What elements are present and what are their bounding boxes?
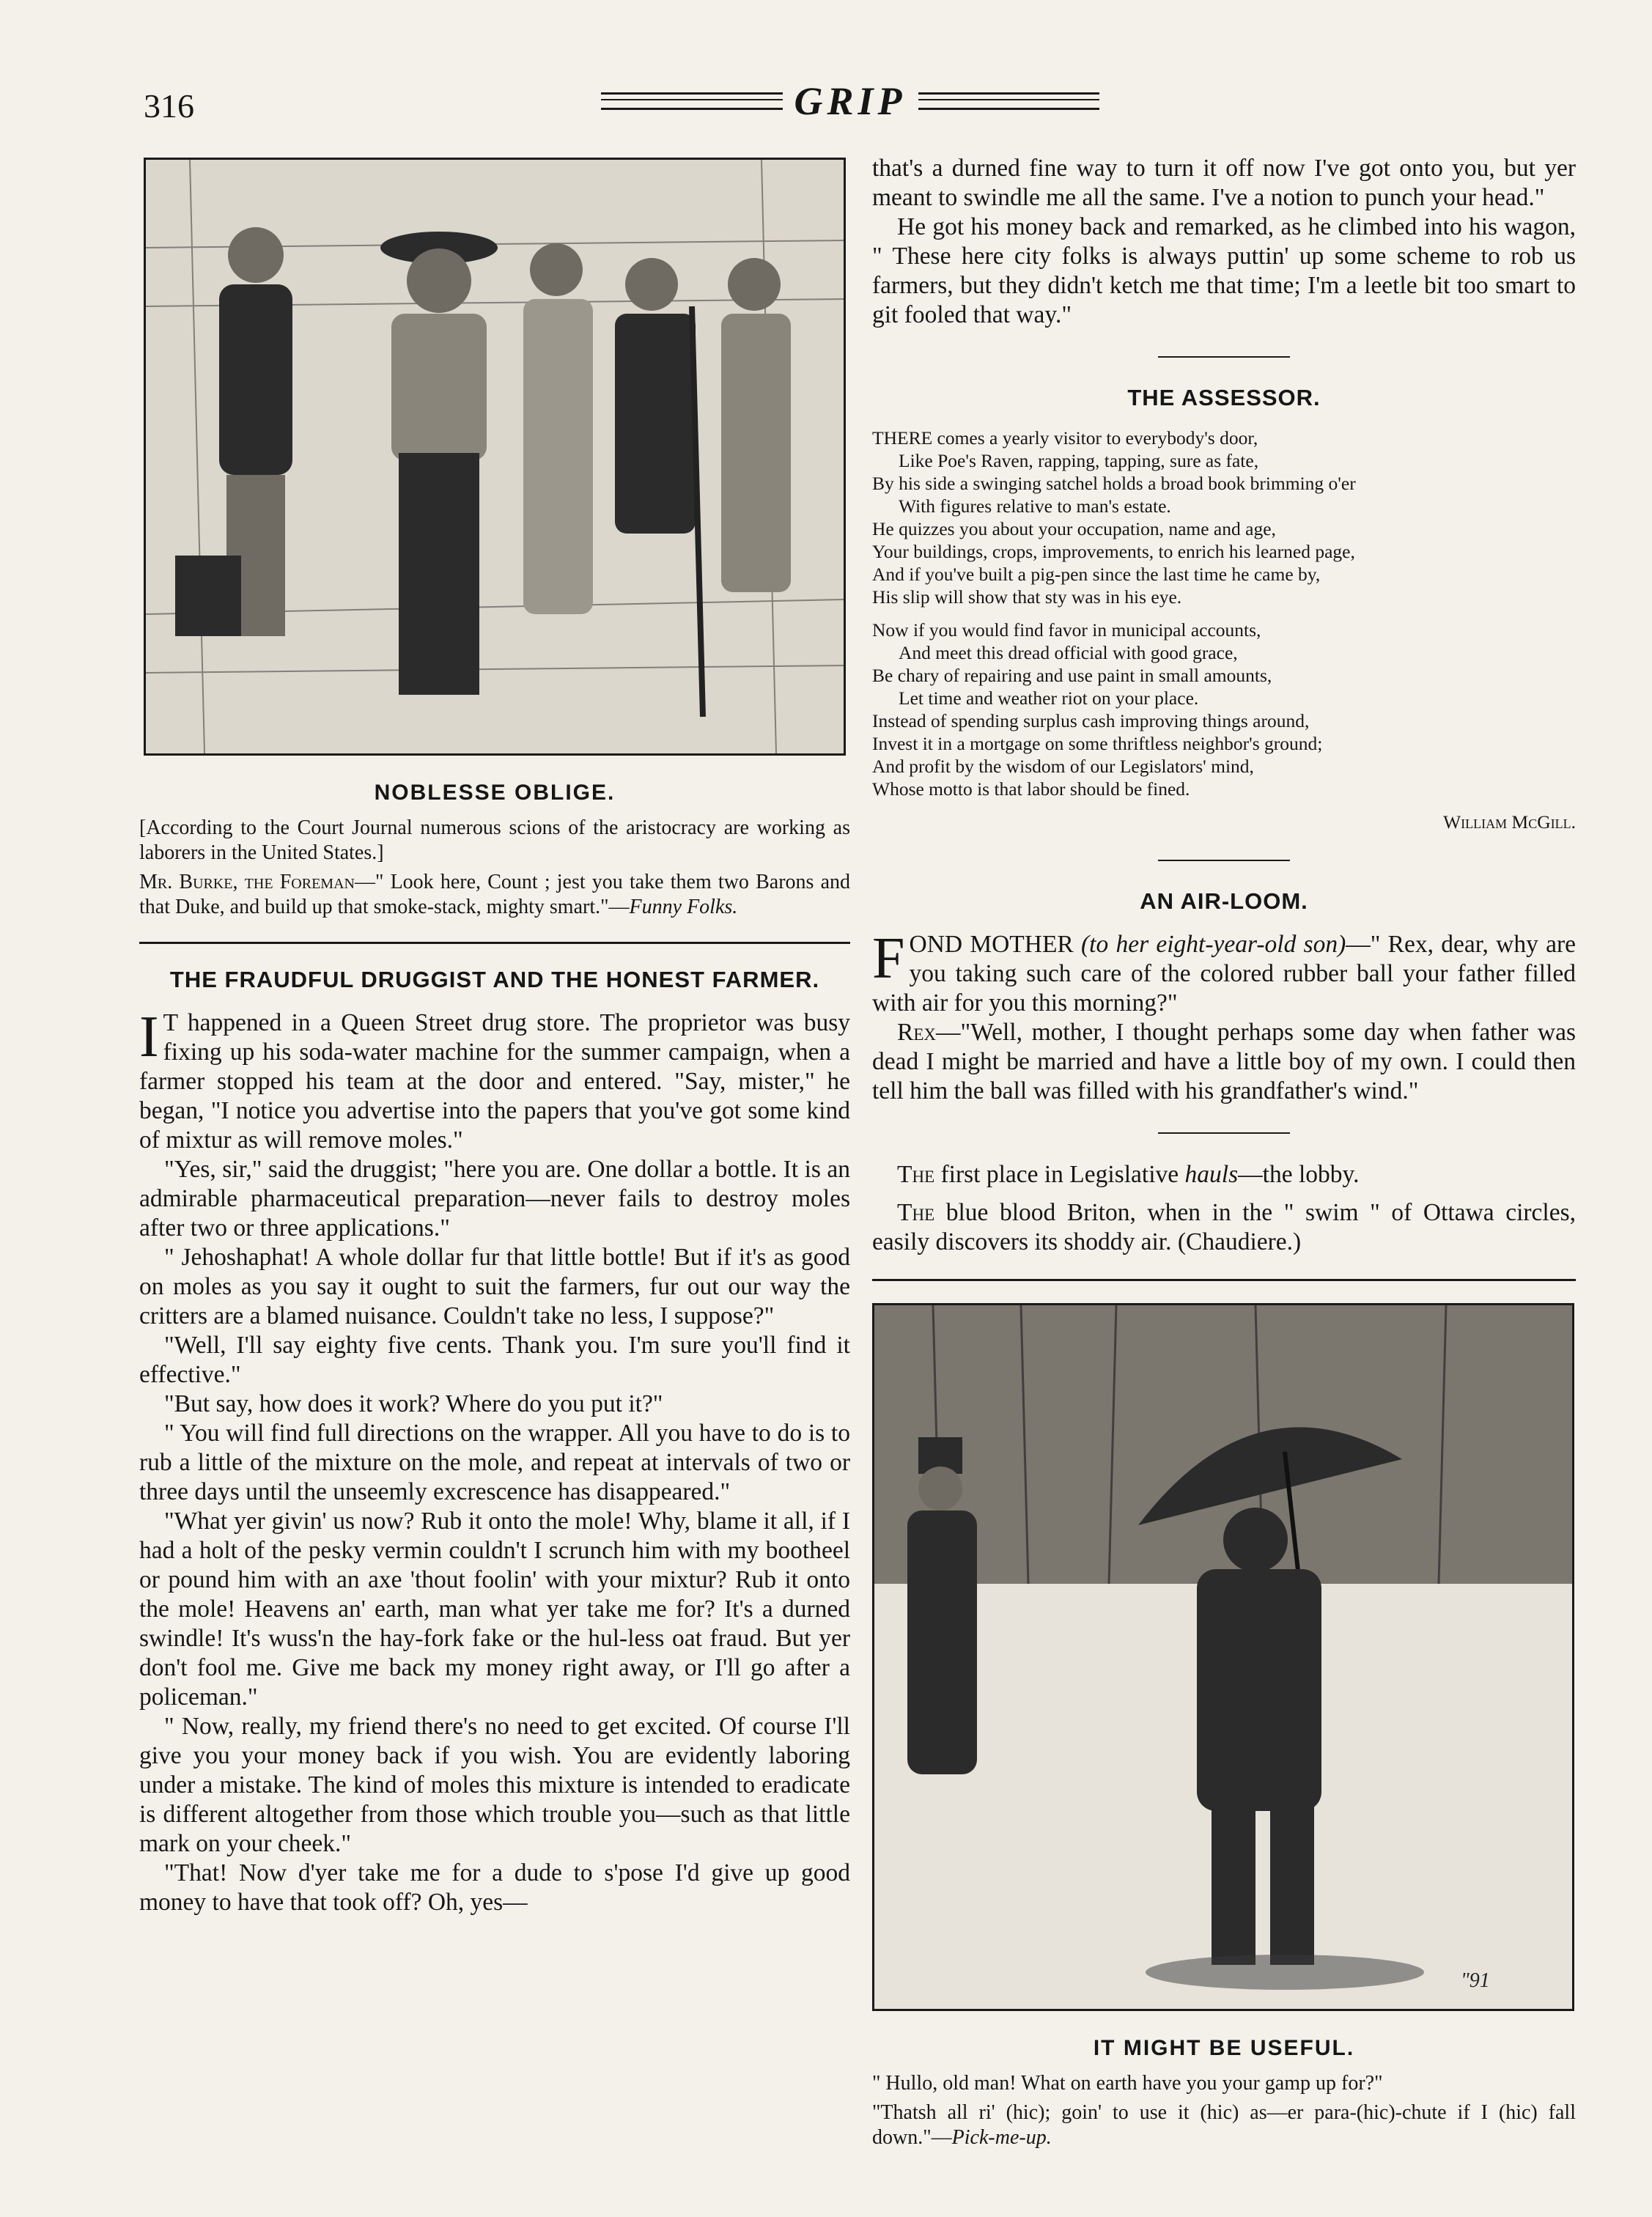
poem-line: Invest it in a mortgage on some thriftless neighbor's ground; (872, 733, 1323, 754)
druggist-paragraph: "But say, how does it work? Where do you put it?" (164, 1390, 663, 1417)
useful-title: IT MIGHT BE USEFUL. (1093, 2036, 1355, 2060)
page-number: 316 (144, 87, 194, 125)
airloom-lead: OND MOTHER (909, 931, 1074, 958)
left-column (139, 158, 850, 1917)
airloom-p2: —"Well, mother, I thought perhaps some day when father was dead I might be married and have a little boy of my own. I could then tell him the ball was filled with his grandfather's wind." (872, 1019, 1576, 1104)
druggist-paragraph: "That! Now d'yer take me for a dude to s'pose I'd give up good money to have that took off? Oh, yes— (139, 1859, 850, 1916)
poem-line: Your buildings, crops, improvements, to enrich his learned page, (872, 541, 1355, 562)
assessor-poem (872, 427, 1576, 833)
poem-line: And if you've built a pig-pen since the last time he came by, (872, 564, 1321, 585)
noblesse-dialogue (139, 870, 850, 920)
noblesse-illustration (144, 158, 846, 756)
useful-question: " Hullo, old man! What on earth have you your gamp up for?" (872, 2072, 1383, 2095)
noblesse-title: NOBLESSE OBLIGE. (374, 781, 616, 805)
short-paragraphs (872, 1160, 1576, 1257)
lobby-text-end: —the lobby. (1238, 1161, 1360, 1188)
noblesse-credit: Funny Folks. (629, 896, 738, 918)
poem-line: His slip will show that sty was in his eye. (872, 586, 1182, 608)
poem-line: And meet this dread official with good grace, (899, 642, 1238, 663)
druggist-paragraph: " Now, really, my friend there's no need to get excited. Of course I'll give you your money back if you wish. You are evidently laboring under a mistake. The kind of moles this mixture is intended to eradicate is different altogether from those which trouble you—such as that little mark on your cheek." (139, 1713, 850, 1857)
poem-line: Instead of spending surplus cash improving things around, (872, 710, 1310, 731)
useful-reply (872, 2100, 1576, 2150)
druggist-title: THE FRAUDFUL DRUGGIST AND THE HONEST FARMER. (169, 967, 820, 992)
airloom-paragraph (872, 926, 1577, 1018)
poem-author: William McGill. (1443, 811, 1576, 833)
right-column (872, 154, 1576, 2150)
druggist-paragraph: " You will find full directions on the wrapper. All you have to do is to rub a little of the mixture on the mole, and repeat at intervals of two or three days until the unseemly excrescence has disappeared." (139, 1420, 850, 1505)
poem-stanza (872, 427, 1576, 608)
lobby-paragraph (872, 1160, 1576, 1189)
poem-line: THERE comes a yearly visitor to everybody's door, (872, 427, 1258, 449)
assessor-title: THE ASSESSOR. (1127, 385, 1321, 410)
useful-illustration (872, 1303, 1574, 2011)
noblesse-quote: —" Look here, Count ; jest you take them two Barons and that Duke, and build up that smoke-stack, mighty smart."— (139, 871, 851, 918)
masthead-title: GRIP (794, 79, 907, 123)
lobby-text: first place in Legislative (934, 1161, 1185, 1188)
section-divider (139, 942, 850, 944)
airloom-paragraph (872, 1018, 1576, 1106)
airloom-rex: Rex (897, 1019, 937, 1046)
poem-line: Now if you would find favor in municipal accounts, (872, 619, 1261, 641)
noblesse-speaker: Mr. Burke, the Foreman (139, 871, 355, 893)
lobby-emphasis: hauls (1184, 1161, 1239, 1188)
short-divider (1158, 860, 1290, 861)
briton-text: blue blood Briton, when in the " swim " of Ottawa circles, easily discovers its shoddy air. (Chaudiere.) (872, 1199, 1576, 1255)
airloom-p1: —" Rex, dear, why are you taking such care of the colored rubber ball your father filled with air for you this morning?" (872, 931, 1577, 1017)
useful-credit: Pick-me-up. (951, 2126, 1052, 2149)
masthead (601, 79, 1099, 123)
druggist-paragraph (139, 1005, 850, 1155)
noblesse-note: [According to the Court Journal numerous scions of the aristocracy are working as laborers in the United States.] (139, 816, 850, 864)
poem-line: With figures relative to man's estate. (899, 495, 1171, 517)
druggist-paragraph: "What yer givin' us now? Rub it onto the mole! Why, blame it all, if I had a holt of the pesky vermin couldn't I scrunch him with my bootheel or pound him with an axe 'thout foolin' with your mixtur? Rub it onto the mole! Heavens an' earth, man what yer take me for? It's a durned swindle! It's wuss'n the hay-fork fake or the hul-less oat fraud. But yer don't fool me. Give me back my money right away, or I'll go after a policeman." (139, 1508, 850, 1711)
poem-line: He quizzes you about your occupation, name and age, (872, 518, 1276, 539)
drop-cap: I (139, 1005, 159, 1069)
briton-paragraph (872, 1198, 1576, 1257)
drop-cap: F (872, 926, 905, 991)
druggist-p1: T happened in a Queen Street drug store. The proprietor was busy fixing up his soda-water machine for the summer campaign, when a farmer stopped his team at the door and entered. "Say, mister," he began, "I notice you advertise into the papers that you've got some kind of mixtur as will remove moles." (139, 1009, 850, 1154)
poem-line: Whose motto is that labor should be fined. (872, 778, 1190, 800)
lobby-lead: The (897, 1161, 935, 1188)
short-divider (1158, 1132, 1290, 1134)
short-divider (1158, 356, 1290, 358)
artist-signature: "91 (1461, 1969, 1490, 1992)
airloom-article (872, 926, 1577, 1106)
druggist-paragraph: "Yes, sir," said the druggist; "here you are. One dollar a bottle. It is an admirable pharmaceutical preparation—never fails to destroy moles after two or three applications." (139, 1156, 850, 1242)
druggist-article (139, 1005, 850, 1917)
airloom-title: AN AIR-LOOM. (1140, 888, 1308, 914)
poem-line: And profit by the wisdom of our Legislators' mind, (872, 756, 1254, 777)
druggist-paragraph: He got his money back and remarked, as he climbed into his wagon, " These here city folks is always puttin' up some scheme to rob us farmers, but they didn't ketch me that time; I'm a leetle bit too smart to git fooled that way." (872, 213, 1576, 328)
section-divider (872, 1279, 1576, 1281)
briton-lead: The (897, 1199, 935, 1226)
masthead-rule-right (918, 92, 1100, 110)
poem-line: Be chary of repairing and use paint in small amounts, (872, 665, 1272, 686)
useful-reply-text: "Thatsh all ri' (hic); goin' to use it (hic) as—er para-(hic)-chute if I (hic) fall down."— (872, 2101, 1576, 2149)
druggist-article-continued (872, 154, 1576, 330)
umbrella-engraving-icon (874, 1305, 1572, 2009)
poem-stanza (872, 619, 1576, 800)
poem-line: By his side a swinging satchel holds a broad book brimming o'er (872, 473, 1356, 494)
poem-line: Like Poe's Raven, rapping, tapping, sure as fate, (899, 450, 1259, 471)
druggist-paragraph: " Jehoshaphat! A whole dollar fur that little bottle! But if it's as good on moles as you say it ought to suit the farmers, fur out our way the critters are a blamed nuisance. Couldn't take no less, I suppose?" (139, 1244, 850, 1329)
airloom-stage-direction: (to her eight-year-old son) (1081, 931, 1346, 958)
poem-line: Let time and weather riot on your place. (899, 687, 1199, 709)
laborers-engraving-icon (146, 160, 844, 753)
masthead-rule-left (601, 92, 783, 110)
druggist-paragraph: "Well, I'll say eighty five cents. Thank you. I'm sure you'll find it effective." (139, 1332, 850, 1388)
druggist-paragraph: that's a durned fine way to turn it off now I've got onto you, but yer meant to swindle me all the same. I've a notion to punch your head." (872, 155, 1576, 211)
